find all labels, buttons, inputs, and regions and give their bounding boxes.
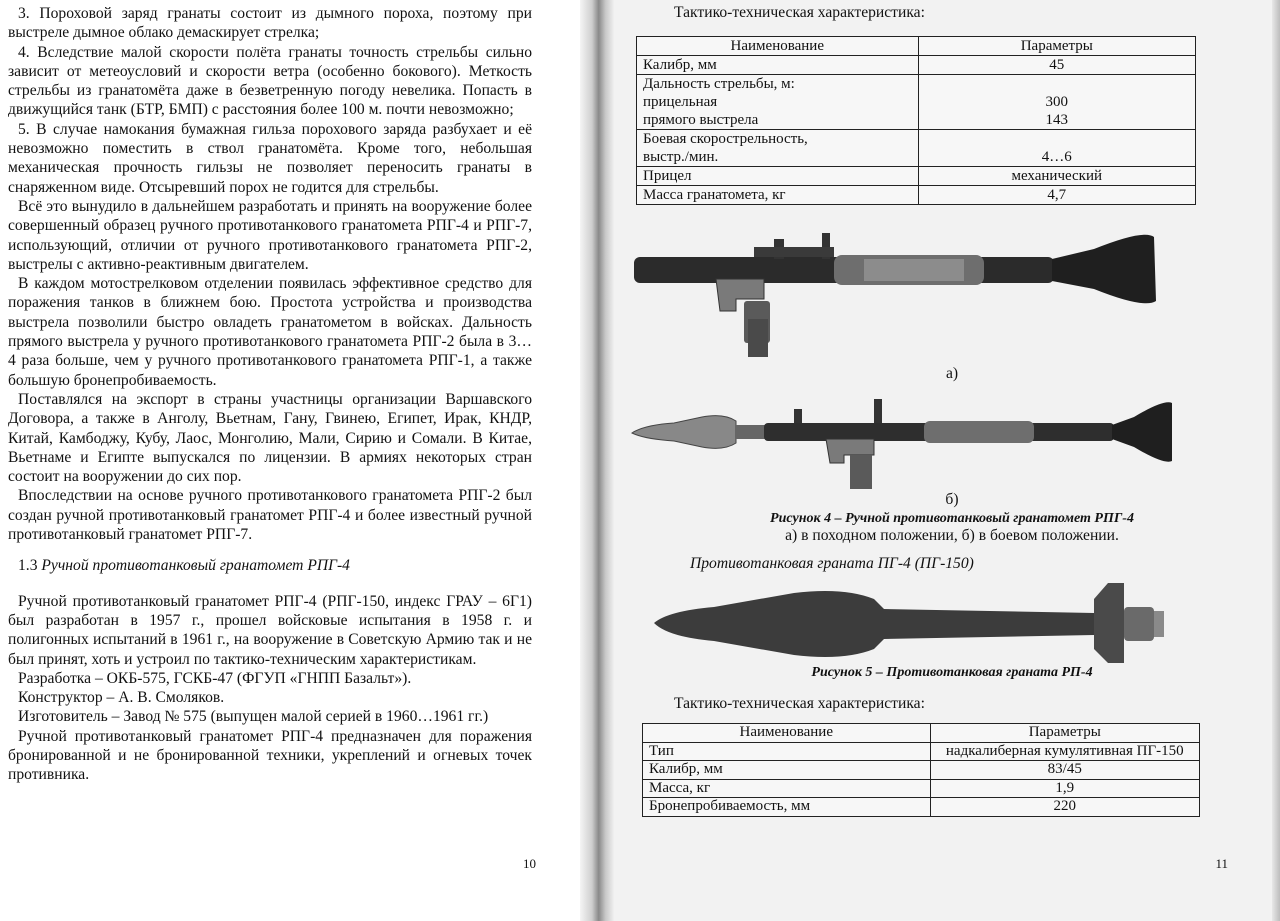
table-row xyxy=(637,167,1196,186)
grenade-image xyxy=(624,579,1184,665)
table-header-row xyxy=(637,37,1196,56)
figure-5-caption: Рисунок 5 – Противотанковая граната РП-4 xyxy=(811,665,1093,680)
cell-line: выстр./мин. xyxy=(643,149,719,165)
table-header: Наименование xyxy=(643,724,931,743)
section-heading xyxy=(18,556,532,575)
table-cell: 220 xyxy=(930,798,1199,817)
table-cell xyxy=(637,130,919,167)
figure-b-label: б) xyxy=(945,491,959,508)
table-header: Параметры xyxy=(930,724,1199,743)
table-row xyxy=(637,56,1196,75)
cell-line: 143 xyxy=(1045,112,1069,128)
cell-line: Дальность стрельбы, м: xyxy=(643,76,795,92)
cell-line xyxy=(925,75,1189,93)
left-text-top xyxy=(8,4,532,544)
table-cell: Бронепробиваемость, мм xyxy=(643,798,931,817)
spec-title-2: Тактико-техническая характеристика: xyxy=(674,695,925,712)
table-header: Параметры xyxy=(918,37,1195,56)
right-page xyxy=(614,0,1280,921)
table-row xyxy=(643,742,1200,761)
figure-launcher-combat xyxy=(624,387,1250,491)
cell-line: прицельная xyxy=(643,94,718,110)
book-gutter xyxy=(580,0,614,921)
figure-4-caption: Рисунок 4 – Ручной противотанковый гранатомет РПГ-4 xyxy=(770,511,1134,526)
section-number: 1.3 xyxy=(18,557,38,575)
table-cell: 45 xyxy=(918,56,1195,75)
page-number-left: 10 xyxy=(523,856,536,871)
launcher-combat-image xyxy=(624,387,1184,491)
figure-launcher-travel xyxy=(624,219,1250,371)
paragraph: 5. В случае намокания бумажная гильза порохового заряда разбухает и её невозможно поместить в ствол гранатомёта. Кроме того, небольшая механическая прочность гильзы не позволяет переносить гранаты в снаряженном виде. Отсыревший порох не годится для стрельбы. xyxy=(8,120,532,196)
table-cell xyxy=(918,75,1195,130)
table-cell: механический xyxy=(918,167,1195,186)
paragraph: В каждом мотострелковом отделении появилась эффективное средство для поражения танков в ближнем бою. Простота устройства и производства выстрела позволили быстро овладеть гранатометом в войсках. Дальность прямого выстрела у ручного противотанкового гранатомета РПГ-2 была в 3…4 раза больше, чем у ручного противотанкового гранатомета РПГ-1, а также большую бронепробиваемость. xyxy=(8,275,532,389)
section-title: Ручной противотанковый гранатомет РПГ-4 xyxy=(41,557,350,575)
grenade-title: Противотанковая граната ПГ-4 (ПГ-150) xyxy=(690,555,974,572)
paragraph: Конструктор – А. В. Смоляков. xyxy=(18,689,225,707)
cell-line: 300 xyxy=(1045,94,1069,110)
table-row xyxy=(637,75,1196,130)
paragraph: 3. Пороховой заряд гранаты состоит из дымного пороха, поэтому при выстреле дымное облако демаскирует стрелка; xyxy=(8,5,532,42)
table-cell xyxy=(918,130,1195,167)
paragraph: Поставлялся на экспорт в страны участницы организации Варшавского Договора, а также в Анголу, Вьетнам, Гану, Гвинею, Египет, Ирак, КНДР, Китай, Камбоджу, Кубу, Лаос, Монголию, Мали, Сирию и Сомали. В Китае, Вьетнаме и Египте выпускался по лицензии. В армиях некоторых стран состоит на вооружении до сих пор. xyxy=(8,390,532,486)
table-cell: Масса гранатомета, кг xyxy=(637,186,919,205)
spec-title-1: Тактико-техническая характеристика: xyxy=(674,4,925,21)
cell-line: 4…6 xyxy=(1041,149,1072,165)
table-row xyxy=(643,779,1200,798)
spec-table-launcher xyxy=(636,36,1196,205)
cell-line: прямого выстрела xyxy=(643,112,759,128)
paragraph: Всё это вынудило в дальнейшем разработать и принять на вооружение более совершенный образец ручного противотанкового гранатомета РПГ-4 и РПГ-7, использующий, отличии от ручного противотанкового гранатомета РПГ-2, выстрелы с активно-реактивным двигателем. xyxy=(8,197,532,273)
table-row xyxy=(637,186,1196,205)
figure-a-label: а) xyxy=(945,365,959,382)
spec-table-grenade xyxy=(642,723,1200,817)
table-header-row xyxy=(643,724,1200,743)
table-row xyxy=(643,761,1200,780)
paragraph: Впоследствии на основе ручного противотанкового гранатомета РПГ-2 был создан ручной противотанковый гранатомет РПГ-4 и более известный ручной противотанковый гранатомет РПГ-7. xyxy=(8,487,532,544)
paragraph: Ручной противотанковый гранатомет РПГ-4 (РПГ-150, индекс ГРАУ – 6Г1) был разработан в 1957 г., прошел войсковые испытания в 1958 г. и полигонных испытаний в 1961 г., на вооружение в Советскую Армию так и не был принят, хоть и устроил по тактико-техническим характеристикам. xyxy=(8,592,532,668)
table-cell: 1,9 xyxy=(930,779,1199,798)
figure-4-subcaption: а) в походном положении, б) в боевом положении. xyxy=(785,527,1119,544)
table-cell: надкалиберная кумулятивная ПГ-150 xyxy=(930,742,1199,761)
page-number-right: 11 xyxy=(1215,856,1228,871)
figure-grenade xyxy=(624,579,1250,665)
launcher-travel-image xyxy=(624,219,1184,371)
table-cell: Тип xyxy=(643,742,931,761)
paragraph: Изготовитель – Завод № 575 (выпущен малой серией в 1960…1961 гг.) xyxy=(18,708,489,726)
table-header: Наименование xyxy=(637,37,919,56)
left-text-bottom xyxy=(8,592,532,785)
table-cell: Калибр, мм xyxy=(643,761,931,780)
table-cell: Калибр, мм xyxy=(637,56,919,75)
table-cell: Масса, кг xyxy=(643,779,931,798)
paragraph: 4. Вследствие малой скорости полёта гранаты точность стрельбы сильно зависит от метеоусловий и скорости ветра (особенно бокового). Меткость стрельбы из гранатомёта даже в безветренную погоду невелика. Попасть в движущийся танк (БТР, БМП) с расстояния более 100 м. почти невозможно; xyxy=(8,43,532,119)
table-cell xyxy=(637,75,919,130)
table-row xyxy=(637,130,1196,167)
table-cell: 4,7 xyxy=(918,186,1195,205)
table-cell: 83/45 xyxy=(930,761,1199,780)
paragraph: Ручной противотанковый гранатомет РПГ-4 предназначен для поражения бронированной и не бронированной техники, укреплений и огневых точек противника. xyxy=(8,727,532,784)
cell-line: Боевая скорострельность, xyxy=(643,131,808,147)
paragraph: Разработка – ОКБ-575, ГСКБ-47 (ФГУП «ГНПП Базальт»). xyxy=(18,669,412,687)
cell-line xyxy=(925,130,1189,148)
left-page xyxy=(0,0,580,921)
table-row xyxy=(643,798,1200,817)
table-cell: Прицел xyxy=(637,167,919,186)
